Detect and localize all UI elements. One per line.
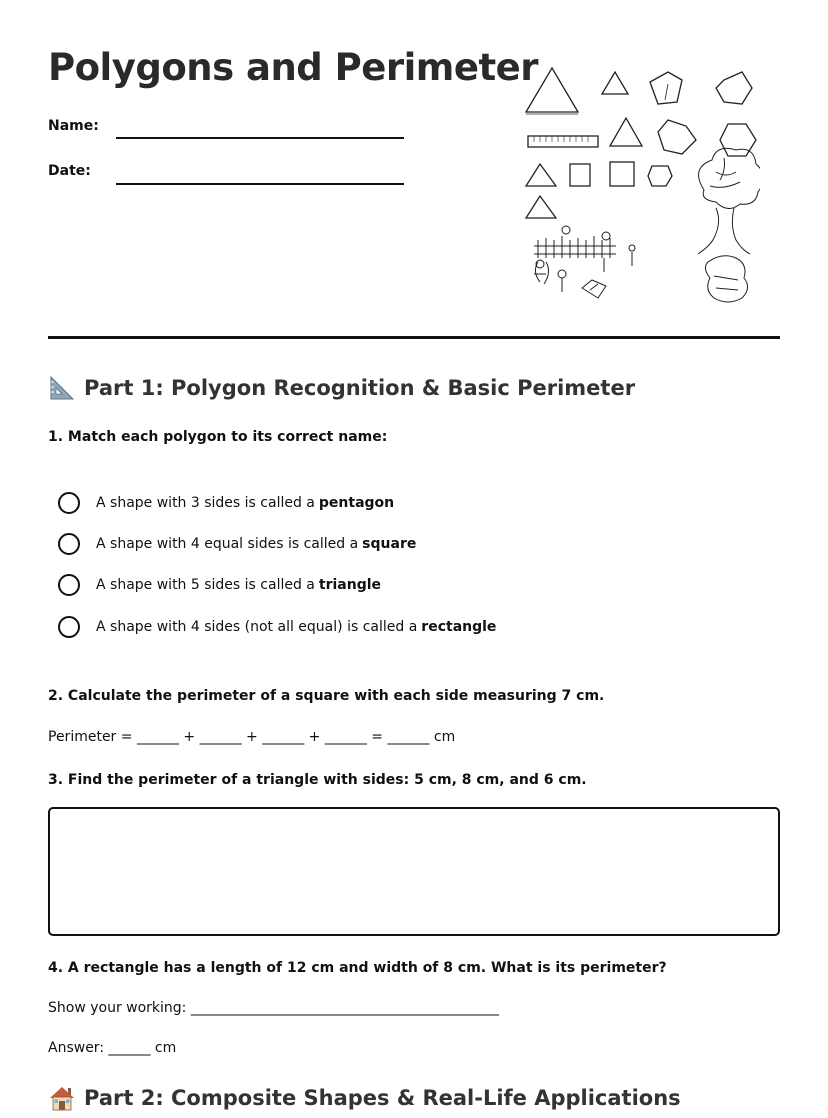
name-label: Name: bbox=[48, 118, 99, 134]
question-4-prompt: 4. A rectangle has a length of 12 cm and width of 8 cm. What is its perimeter? bbox=[48, 960, 667, 976]
question-3-prompt: 3. Find the perimeter of a triangle with sides: 5 cm, 8 cm, and 6 cm. bbox=[48, 772, 587, 788]
date-label: Date: bbox=[48, 163, 91, 179]
match-option-1[interactable] bbox=[58, 491, 394, 515]
option-text: A shape with 5 sides is called a bbox=[96, 577, 315, 593]
square-shape bbox=[610, 162, 634, 186]
part1-heading-text: Part 1: Polygon Recognition & Basic Perimeter bbox=[84, 376, 636, 400]
option-text: A shape with 4 sides (not all equal) is called a bbox=[96, 619, 418, 635]
hexagon-shape-1 bbox=[716, 72, 752, 104]
square-shape-small bbox=[570, 164, 590, 186]
garden-fence-drawing bbox=[534, 226, 635, 298]
radio-button[interactable] bbox=[58, 492, 80, 514]
triangle-shape-row3 bbox=[526, 164, 556, 186]
radio-button[interactable] bbox=[58, 574, 80, 596]
house-icon bbox=[48, 1084, 76, 1112]
ruler-shape bbox=[528, 136, 598, 147]
triangle-ruler-icon bbox=[48, 374, 76, 402]
part2-heading bbox=[48, 1084, 681, 1112]
heptagon-shape bbox=[658, 120, 696, 154]
triangle-shape-small bbox=[602, 72, 628, 94]
radio-button[interactable] bbox=[58, 616, 80, 638]
tree-drawing bbox=[698, 148, 760, 302]
option-text: A shape with 3 sides is called a bbox=[96, 495, 315, 511]
triangle-shape-row4 bbox=[526, 196, 556, 218]
part2-heading-text: Part 2: Composite Shapes & Real-Life Applications bbox=[84, 1086, 681, 1110]
perimeter-fill-in-line[interactable]: Perimeter = ______ + ______ + ______ + ______ = ______ cm bbox=[48, 729, 456, 745]
option-answer: triangle bbox=[318, 577, 382, 593]
working-fill-in-line[interactable]: Show your working: ____________________________________________ bbox=[48, 1000, 499, 1016]
answer-fill-in-line[interactable]: Answer: ______ cm bbox=[48, 1040, 177, 1056]
triangle-shape-large bbox=[526, 68, 578, 112]
question-3-answer-box[interactable] bbox=[48, 807, 780, 936]
name-field-line[interactable] bbox=[116, 137, 404, 139]
hexagon-shape-2 bbox=[720, 124, 756, 156]
pentagon-shape bbox=[650, 72, 682, 104]
option-text: A shape with 4 equal sides is called a bbox=[96, 536, 359, 552]
question-2-prompt: 2. Calculate the perimeter of a square with each side measuring 7 cm. bbox=[48, 688, 605, 704]
worksheet-title: Polygons and Perimeter bbox=[48, 46, 538, 89]
octagon-shape bbox=[648, 166, 672, 186]
radio-button[interactable] bbox=[58, 533, 80, 555]
match-option-3[interactable] bbox=[58, 573, 381, 597]
date-field-line[interactable] bbox=[116, 183, 404, 185]
option-answer: square bbox=[362, 536, 417, 552]
match-option-2[interactable] bbox=[58, 532, 416, 556]
polygon-illustration bbox=[520, 62, 760, 312]
option-answer: rectangle bbox=[421, 619, 497, 635]
match-option-4[interactable] bbox=[58, 615, 496, 639]
header-divider bbox=[48, 336, 780, 339]
part1-heading bbox=[48, 374, 635, 402]
triangle-shape-medium bbox=[610, 118, 642, 146]
option-answer: pentagon bbox=[318, 495, 395, 511]
question-1-prompt: 1. Match each polygon to its correct name: bbox=[48, 429, 388, 445]
